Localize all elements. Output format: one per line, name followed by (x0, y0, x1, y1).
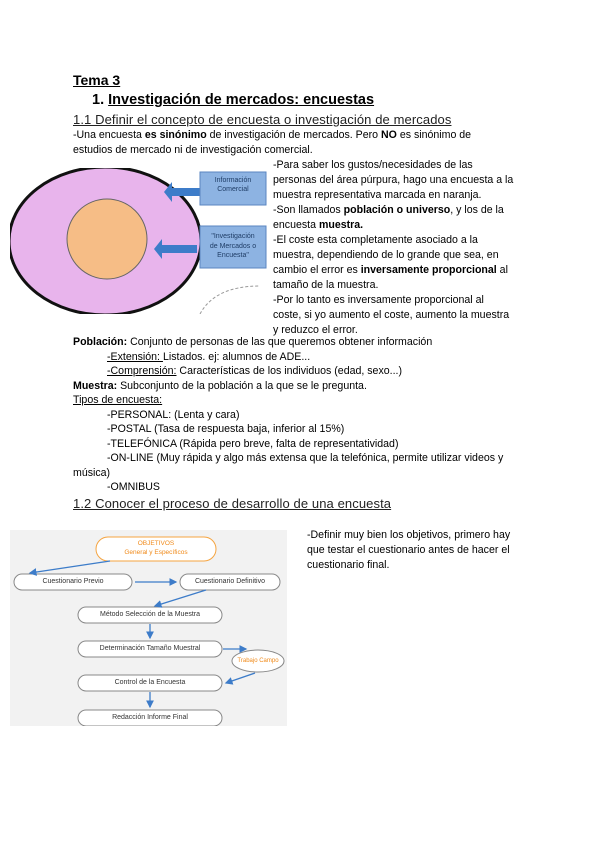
tamano-label: Determinación Tamaño Muestral (99, 645, 201, 652)
objetivos-sublabel: General y Específicos (124, 549, 188, 556)
intro-line-1 (73, 128, 471, 143)
arrow-icon (155, 590, 206, 606)
intro-text: es sinónimo de (396, 129, 472, 141)
intro-text: de investigación de mercados. Pero (206, 129, 381, 141)
metodo-label: Método Selección de la Muestra (100, 611, 200, 618)
explanation-line: muestra, dependiendo de lo grande que sea, en (273, 249, 499, 261)
explanation-line: -Para saber los gustos/necesidades de las (273, 159, 473, 171)
explanation-line: -El coste esta completamente asociado a la (273, 234, 478, 246)
dashed-arc (200, 286, 260, 314)
definitivo-label: Cuestionario Definitivo (194, 578, 266, 585)
explanation-line: coste, si yo aumento el coste, aumento la muestra (273, 309, 510, 321)
tipo-item: -ON-LINE (Muy rápida y algo más extensa que la telefónica, permite utilizar videos y (107, 452, 504, 464)
diagram-explanation (273, 158, 513, 338)
box2-line: de Mercados o (209, 242, 257, 250)
trabajo-label: Trabajo Campo (237, 658, 279, 664)
intro-bold: es sinónimo (144, 129, 207, 141)
tipo-item-continuation: música) (73, 467, 111, 479)
subsection-1-title: 1.1 Definir el concepto de encuesta o investigación de mercados (73, 112, 452, 127)
poblacion-definition: Población: Conjunto de personas de las que queremos obtener información (73, 336, 433, 348)
explanation-line: muestra representativa marcada en naranja. (273, 189, 482, 201)
box2-line: Encuesta" (217, 252, 249, 259)
extension-definition: -Extensión: Listados. ej: alumnos de ADE... (107, 351, 311, 363)
explanation-line: -Son llamados población o universo, y los de la (273, 204, 504, 216)
previo-label: Cuestionario Previo (42, 578, 104, 585)
explanation-line: cambio el error es inversamente proporcional al (273, 264, 508, 276)
explanation-line: y reduzco el error. (273, 324, 358, 336)
tipos-label: Tipos de encuesta: (73, 394, 163, 406)
heading-number: 1. (92, 92, 105, 108)
explanation-line: tamaño de la muestra. (273, 279, 379, 291)
intro-text: -Una encuesta (73, 129, 145, 141)
explanation-line: encuesta muestra. (273, 219, 364, 231)
subsection-2-title: 1.2 Conocer el proceso de desarrollo de una encuesta (73, 496, 392, 511)
muestra-definition: Muestra: Subconjunto de la población a la que se le pregunta. (73, 380, 367, 392)
tipo-item: -TELEFÓNICA (Rápida pero breve, falta de representatividad) (107, 438, 399, 450)
comprension-definition: -Comprensión: Características de los individuos (edad, sexo...) (107, 365, 402, 377)
explanation-line: personas del área púrpura, hago una encuesta a la (273, 174, 514, 186)
box2-line: "Investigación (211, 233, 255, 240)
topic-title: Tema 3 (73, 72, 121, 88)
objetivos-label: OBJETIVOS (137, 540, 175, 547)
intro-bold: NO (380, 129, 397, 141)
flowchart-note (307, 528, 510, 573)
box1-line: Comercial (217, 186, 249, 193)
control-label: Control de la Encuesta (114, 679, 186, 686)
arrow-icon (226, 673, 255, 683)
heading-text: Investigación de mercados: encuestas (108, 92, 375, 108)
informe-label: Redacción Informe Final (112, 714, 188, 721)
process-flowchart (10, 530, 287, 726)
note-line: que testar el cuestionario antes de hacer el (307, 544, 510, 556)
tipo-item: -PERSONAL: (Lenta y cara) (107, 409, 240, 421)
note-line: cuestionario final. (307, 559, 390, 571)
tipo-item: -POSTAL (Tasa de respuesta baja, inferior al 15%) (107, 423, 345, 435)
population-diagram (10, 168, 270, 314)
sample-circle (67, 199, 147, 279)
box1-line: Información (214, 177, 252, 184)
section-heading (92, 92, 374, 108)
intro-line-2: estudios de mercado ni de investigación comercial. (73, 144, 313, 156)
note-line: -Definir muy bien los objetivos, primero hay (307, 529, 511, 541)
tipo-item: -OMNIBUS (107, 481, 160, 493)
explanation-line: -Por lo tanto es inversamente proporcional al (273, 294, 484, 306)
arrow-icon (30, 561, 110, 573)
